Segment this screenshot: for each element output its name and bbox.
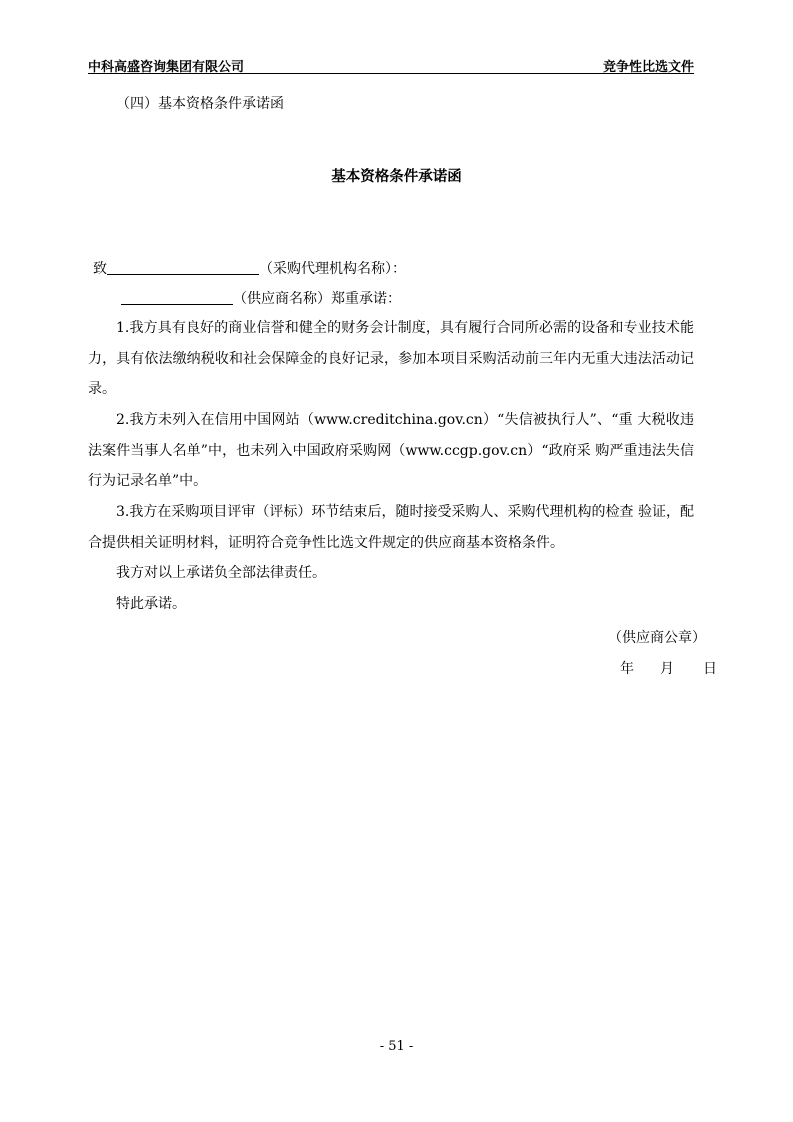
header-divider <box>88 73 694 74</box>
section-label: （四）基本资格条件承诺函 <box>116 96 284 112</box>
date-day: 日 <box>703 661 717 677</box>
date-month: 月 <box>660 661 674 677</box>
supplier-hint: （供应商名称）郑重承诺： <box>233 291 401 307</box>
supplier-seal: （供应商公章） <box>608 630 706 646</box>
supplier-line <box>121 288 401 308</box>
date-year: 年 <box>620 661 634 677</box>
to-label: 致 <box>93 261 107 277</box>
addressee-line <box>93 258 406 278</box>
page-number: - 51 - <box>379 1039 414 1054</box>
paragraph-5: 特此承诺。 <box>116 596 186 612</box>
agency-name-blank <box>107 260 259 275</box>
paragraph-2: 2.我方未列入在信用中国网站（www.creditchina.gov.cn）“失信被执行人”、“重 大税收违法案件当事人名单”中，也未列入中国政府采购网（www.ccgp.gov.cn）“政府采 购严重违法失信行为记录名单”中。 <box>88 412 694 489</box>
paragraph-1: 1.我方具有良好的商业信誉和健全的财务会计制度，具有履行合同所必需的设备和专业技术能力，具有依法缴纳税收和社会保障金的良好记录，参加本项目采购活动前三年内无重大违法活动记录。 <box>88 320 694 397</box>
paragraph-3: 3.我方在采购项目评审（评标）环节结束后，随时接受采购人、采购代理机构的检查 验证，配合提供相关证明材料，证明符合竞争性比选文件规定的供应商基本资格条件。 <box>88 504 694 551</box>
header-company: 中科高盛咨询集团有限公司 <box>88 60 245 75</box>
page-title: 基本资格条件承诺函 <box>331 169 462 185</box>
header-doc-type: 竞争性比选文件 <box>602 60 694 75</box>
supplier-name-blank <box>121 290 233 305</box>
agency-hint: （采购代理机构名称）： <box>259 261 406 277</box>
paragraph-4: 我方对以上承诺负全部法律责任。 <box>116 565 326 581</box>
